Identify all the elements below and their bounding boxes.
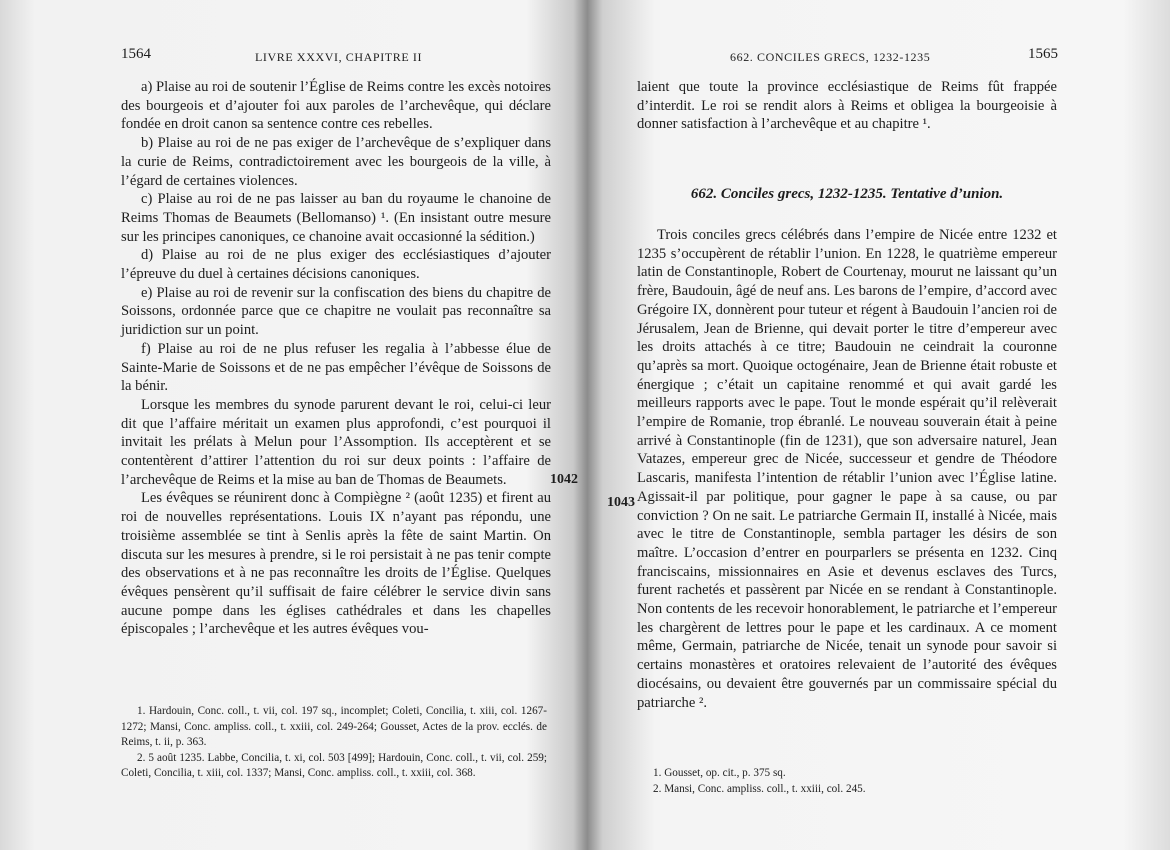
- page-number: 1565: [1028, 46, 1058, 62]
- paragraph: Lorsque les membres du synode parurent devant le roi, celui-ci leur dit que l’affaire méritait un examen plus approfondi, c’est pourquoi il invitait les prélats à Melun pour l’Assomption. Ils acceptèrent et se contentèrent d’attirer l’attention du roi sur deux points : l’affaire de l’archevêque de Reims et la mise au ban de Thomas de Beaumets.: [121, 396, 551, 488]
- section-title: 662. Conciles grecs, 1232-1235. Tentative d’union.: [690, 186, 1004, 202]
- running-head: 662. CONCILES GRECS, 1232-1235: [730, 50, 931, 64]
- footnote: 1. Gousset, op. cit., p. 375 sq.: [653, 767, 786, 779]
- margin-number: 1042: [550, 472, 578, 487]
- footnote: 2. 5 août 1235. Labbe, Concilia, t. xi, col. 503 [499]; Hardouin, Conc. coll., t. vii, col. 259; Coleti, Concilia, t. xiii, col. 1337; Mansi, Conc. ampliss. coll., t. xxiii, col. 368.: [121, 751, 547, 780]
- page-number: 1564: [121, 46, 151, 62]
- main-text: [637, 226, 1057, 712]
- paragraph: Les évêques se réunirent donc à Compiègne ² (août 1235) et firent au roi de nouvelles représentations. Louis IX n’ayant pas répondu, une troisième assemblée se tint à Senlis après la fête de saint Martin. On discuta sur les mesures à prendre, si le roi persistait à ne pas tenir compte des observations et à ne pas reconnaître les droits de l’Église. Quelques évêques pensèrent qu’il suffisait de faire célébrer le service divin sans aucune pompe dans les églises cathédrales et dans les chapelles épiscopales ; l’archevêque et les autres évêques vou-: [121, 490, 551, 638]
- paragraph: c) Plaise au roi de ne pas laisser au ban du royaume le chanoine de Reims Thomas de Beaumets (Bellomanso) ¹. (En insistant outre mesure sur les principes canoniques, ce chanoine avait occasionné la sédition.): [121, 191, 551, 245]
- right-page: [585, 0, 1170, 850]
- paragraph: d) Plaise au roi de ne plus exiger des ecclésiastiques d’ajouter l’épreuve du duel à certaines décisions canoniques.: [121, 247, 551, 283]
- paragraph: e) Plaise au roi de revenir sur la confiscation des biens du chapitre de Soissons, ordonnée parce que ce chapitre ne voulait pas reconnaître sa juridiction sur un point.: [121, 284, 551, 339]
- main-text: [121, 78, 551, 639]
- footnote: 1. Hardouin, Conc. coll., t. vii, col. 197 sq., incomplet; Coleti, Concilia, t. xiii, col. 1267-1272; Mansi, Conc. ampliss. coll., t. xxiii, col. 249-264; Gousset, Actes de la prov. ecclés. de Reims, t. ii, p. 363.: [121, 705, 547, 749]
- footnote: 2. Mansi, Conc. ampliss. coll., t. xxiii, col. 245.: [653, 782, 866, 795]
- paragraph: b) Plaise au roi de ne pas exiger de l’archevêque de s’expliquer dans la curie de Reims, contradictoirement avec les bourgeois de la ville, à l’égard de certaines violences.: [121, 135, 551, 189]
- paragraph: laient que toute la province ecclésiastique de Reims fût frappée d’interdit. Le roi se rendit alors à Reims et obligea la bourgeoisie à donner satisfaction à l’archevêque et au chapitre ¹.: [637, 79, 1057, 133]
- margin-number: 1043: [607, 495, 635, 510]
- footnotes: [637, 766, 1057, 797]
- footnotes: [121, 704, 547, 782]
- paragraph: f) Plaise au roi de ne plus refuser les regalia à l’abbesse élue de Sainte-Marie de Soissons et de ne pas empêcher l’évêque de Soissons de la bénir.: [121, 340, 551, 395]
- continuation-text: [637, 78, 1057, 134]
- paragraph: Trois conciles grecs célébrés dans l’empire de Nicée entre 1232 et 1235 s’occupèrent de rétablir l’union. En 1228, le quatrième empereur latin de Constantinople, Robert de Courtenay, mourut ne laissant qu’un frère, Baudouin, âgé de neuf ans. Les barons de l’empire, d’accord avec Grégoire IX, donnèrent pour tuteur et régent à Baudouin l’ancien roi de Jérusalem, Jean de Brienne, qui devait porter le titre d’empereur avec les droits attachés à ce titre; Baudouin ne ceindrait la couronne qu’après sa mort. Quoique octogénaire, Jean de Brienne était robuste et énergique ; c’était un capitaine renommé et qui avait gardé les meilleurs rapports avec le pape. Tout le monde espérait qu’il relèverait l’empire de Romanie, trop ébranlé. Le nouveau souverain était à peine arrivé à Constantinople (fin de 1231), que son adversaire naturel, Jean Vatazes, empereur grec de Nicée, successeur et gendre de Théodore Lascaris, manifesta l’intention de rétablir l’union avec l’Église latine. Agissait-il par politique, pour gagner le pape à sa cause, ou par conviction ? On ne sait. Le patriarche Germain II, installé à Nicée, mais avec le titre de Constantinople, sembla partager les désirs de son maître. L’occasion d’entrer en pourparlers se présenta en 1232. Cinq franciscains, missionnaires en Asie et devenus esclaves des Turcs, furent rachetés et passèrent par Nicée en se rendant à Constantinople. Non contents de les recevoir honorablement, le patriarche et l’empereur les chargèrent de lettres pour le pape et les cardinaux. A ce moment même, Germain, patriarche de Nicée, tenait un synode pour savoir si certains monastères et oratoires relevaient de l’autorité des évêques diocésains, ou devaient être gouvernés par un commissaire spécial du patriarche ².: [637, 227, 1057, 711]
- running-head: LIVRE XXXVI, CHAPITRE II: [255, 50, 423, 64]
- paragraph: a) Plaise au roi de soutenir l’Église de Reims contre les excès notoires des bourgeois et d’ajouter foi aux paroles de l’archevêque, qui déclare fondée en droit canon sa sentence contre ces rebelles.: [121, 79, 551, 133]
